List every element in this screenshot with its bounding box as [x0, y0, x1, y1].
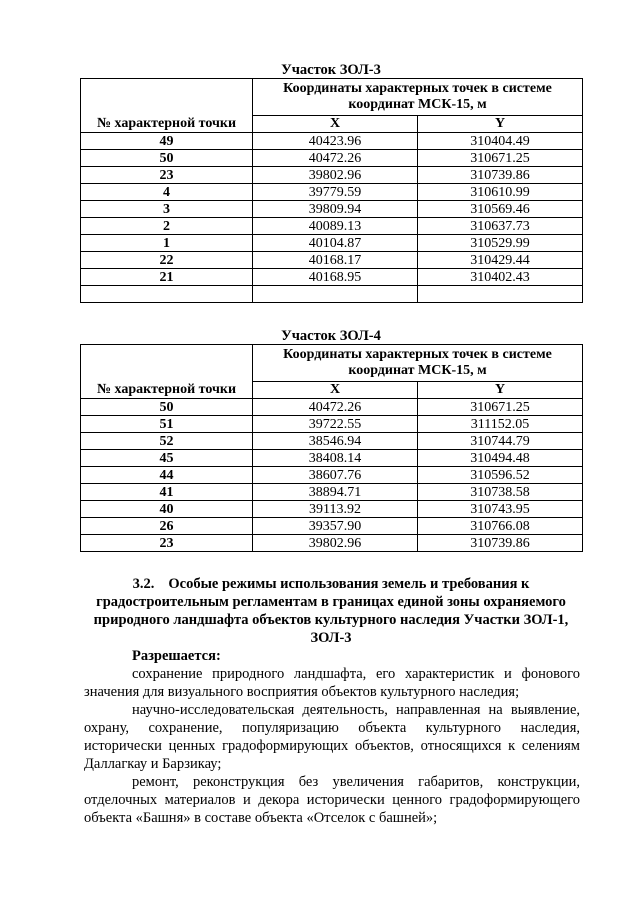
point-number-cell: 45	[81, 450, 253, 467]
x-value-cell: 38546.94	[253, 433, 418, 450]
x-value-cell: 39802.96	[253, 535, 418, 552]
table-row	[81, 450, 583, 467]
y-value-cell: 310596.52	[418, 467, 583, 484]
x-value-cell: 40168.17	[253, 252, 418, 269]
y-value-cell: 310766.08	[418, 518, 583, 535]
y-column-header: Y	[418, 381, 583, 398]
point-number-cell: 3	[81, 201, 253, 218]
coordinates-group-header: Координаты характерных точек в системе координат МСК-15, м	[253, 345, 583, 382]
section-heading	[84, 575, 578, 647]
point-number-cell: 52	[81, 433, 253, 450]
paragraph: ремонт, реконструкция без увеличения габаритов, конструкции, отделочных материалов и декора исторически ценного градоформирующего объекта «Башня» в составе объекта «Отселок с башней»;	[84, 774, 580, 826]
empty-cell	[253, 286, 418, 303]
paragraph: научно-исследовательская деятельность, направленная на выявление, охрану, сохранение, популяризацию объекта культурного наследия, исторически ценных градоформирующих объектов, относящихся к селениям Даллагкау и Барзикау;	[84, 702, 580, 772]
y-value-cell: 310739.86	[418, 167, 583, 184]
section-body	[84, 647, 580, 827]
x-column-header: X	[253, 115, 418, 132]
x-value-cell: 38408.14	[253, 450, 418, 467]
y-value-cell: 310739.86	[418, 535, 583, 552]
point-number-header: № характерной точки	[81, 79, 253, 133]
point-number-cell: 23	[81, 167, 253, 184]
x-column-header: X	[253, 381, 418, 398]
x-value-cell: 40423.96	[253, 133, 418, 150]
x-value-cell: 39722.55	[253, 416, 418, 433]
table-row	[81, 416, 583, 433]
table-row	[81, 467, 583, 484]
table-row	[81, 399, 583, 416]
table-2-title: Участок ЗОЛ-4	[281, 328, 381, 344]
y-value-cell: 310610.99	[418, 184, 583, 201]
paragraph: сохранение природного ландшафта, его характеристик и фонового значения для визуального восприятия объектов культурного наследия;	[84, 666, 580, 700]
table-row	[81, 201, 583, 218]
x-value-cell: 40472.26	[253, 399, 418, 416]
table-row	[81, 167, 583, 184]
empty-cell	[81, 286, 253, 303]
point-number-cell: 50	[81, 150, 253, 167]
table-row	[81, 184, 583, 201]
point-number-cell: 26	[81, 518, 253, 535]
x-value-cell: 40472.26	[253, 150, 418, 167]
point-number-cell: 44	[81, 467, 253, 484]
point-number-cell: 50	[81, 399, 253, 416]
y-value-cell: 311152.05	[418, 416, 583, 433]
x-value-cell: 39779.59	[253, 184, 418, 201]
point-number-cell: 22	[81, 252, 253, 269]
table-row	[81, 518, 583, 535]
y-column-header: Y	[418, 115, 583, 132]
table-row	[81, 484, 583, 501]
x-value-cell: 40104.87	[253, 235, 418, 252]
x-value-cell: 40168.95	[253, 269, 418, 286]
point-number-cell: 40	[81, 501, 253, 518]
y-value-cell: 310569.46	[418, 201, 583, 218]
section-heading-text: Особые режимы использования земель и требования к градостроительным регламентам в границах единой зоны охраняемого природного ландшафта объектов культурного наследия Участки ЗОЛ-1, ЗОЛ-3	[93, 576, 569, 646]
y-value-cell: 310529.99	[418, 235, 583, 252]
coordinates-table-zol-3	[80, 78, 583, 303]
section-number: 3.2.	[132, 576, 155, 592]
y-value-cell: 310637.73	[418, 218, 583, 235]
empty-cell	[418, 286, 583, 303]
x-value-cell: 38607.76	[253, 467, 418, 484]
x-value-cell: 40089.13	[253, 218, 418, 235]
table-row	[81, 252, 583, 269]
point-number-cell: 1	[81, 235, 253, 252]
point-number-cell: 4	[81, 184, 253, 201]
x-value-cell: 39809.94	[253, 201, 418, 218]
point-number-cell: 49	[81, 133, 253, 150]
y-value-cell: 310738.58	[418, 484, 583, 501]
x-value-cell: 38894.71	[253, 484, 418, 501]
x-value-cell: 39802.96	[253, 167, 418, 184]
y-value-cell: 310402.43	[418, 269, 583, 286]
point-number-cell: 2	[81, 218, 253, 235]
y-value-cell: 310429.44	[418, 252, 583, 269]
table-row	[81, 133, 583, 150]
point-number-header: № характерной точки	[81, 345, 253, 399]
y-value-cell: 310744.79	[418, 433, 583, 450]
coordinates-table-zol-4	[80, 344, 583, 552]
y-value-cell: 310494.48	[418, 450, 583, 467]
table-row	[81, 433, 583, 450]
y-value-cell: 310671.25	[418, 150, 583, 167]
y-value-cell: 310743.95	[418, 501, 583, 518]
coordinates-group-header: Координаты характерных точек в системе координат МСК-15, м	[253, 79, 583, 116]
table-row	[81, 269, 583, 286]
point-number-cell: 51	[81, 416, 253, 433]
table-row	[81, 218, 583, 235]
x-value-cell: 39357.90	[253, 518, 418, 535]
table-2-body	[81, 399, 583, 552]
point-number-cell: 41	[81, 484, 253, 501]
x-value-cell: 39113.92	[253, 501, 418, 518]
table-row	[81, 235, 583, 252]
point-number-cell: 21	[81, 269, 253, 286]
permitted-lead: Разрешается:	[132, 648, 221, 664]
y-value-cell: 310404.49	[418, 133, 583, 150]
point-number-cell: 23	[81, 535, 253, 552]
empty-table-row	[81, 286, 583, 303]
table-1-title: Участок ЗОЛ-3	[281, 62, 381, 78]
y-value-cell: 310671.25	[418, 399, 583, 416]
table-row	[81, 150, 583, 167]
table-row	[81, 535, 583, 552]
table-1-body	[81, 133, 583, 303]
table-row	[81, 501, 583, 518]
